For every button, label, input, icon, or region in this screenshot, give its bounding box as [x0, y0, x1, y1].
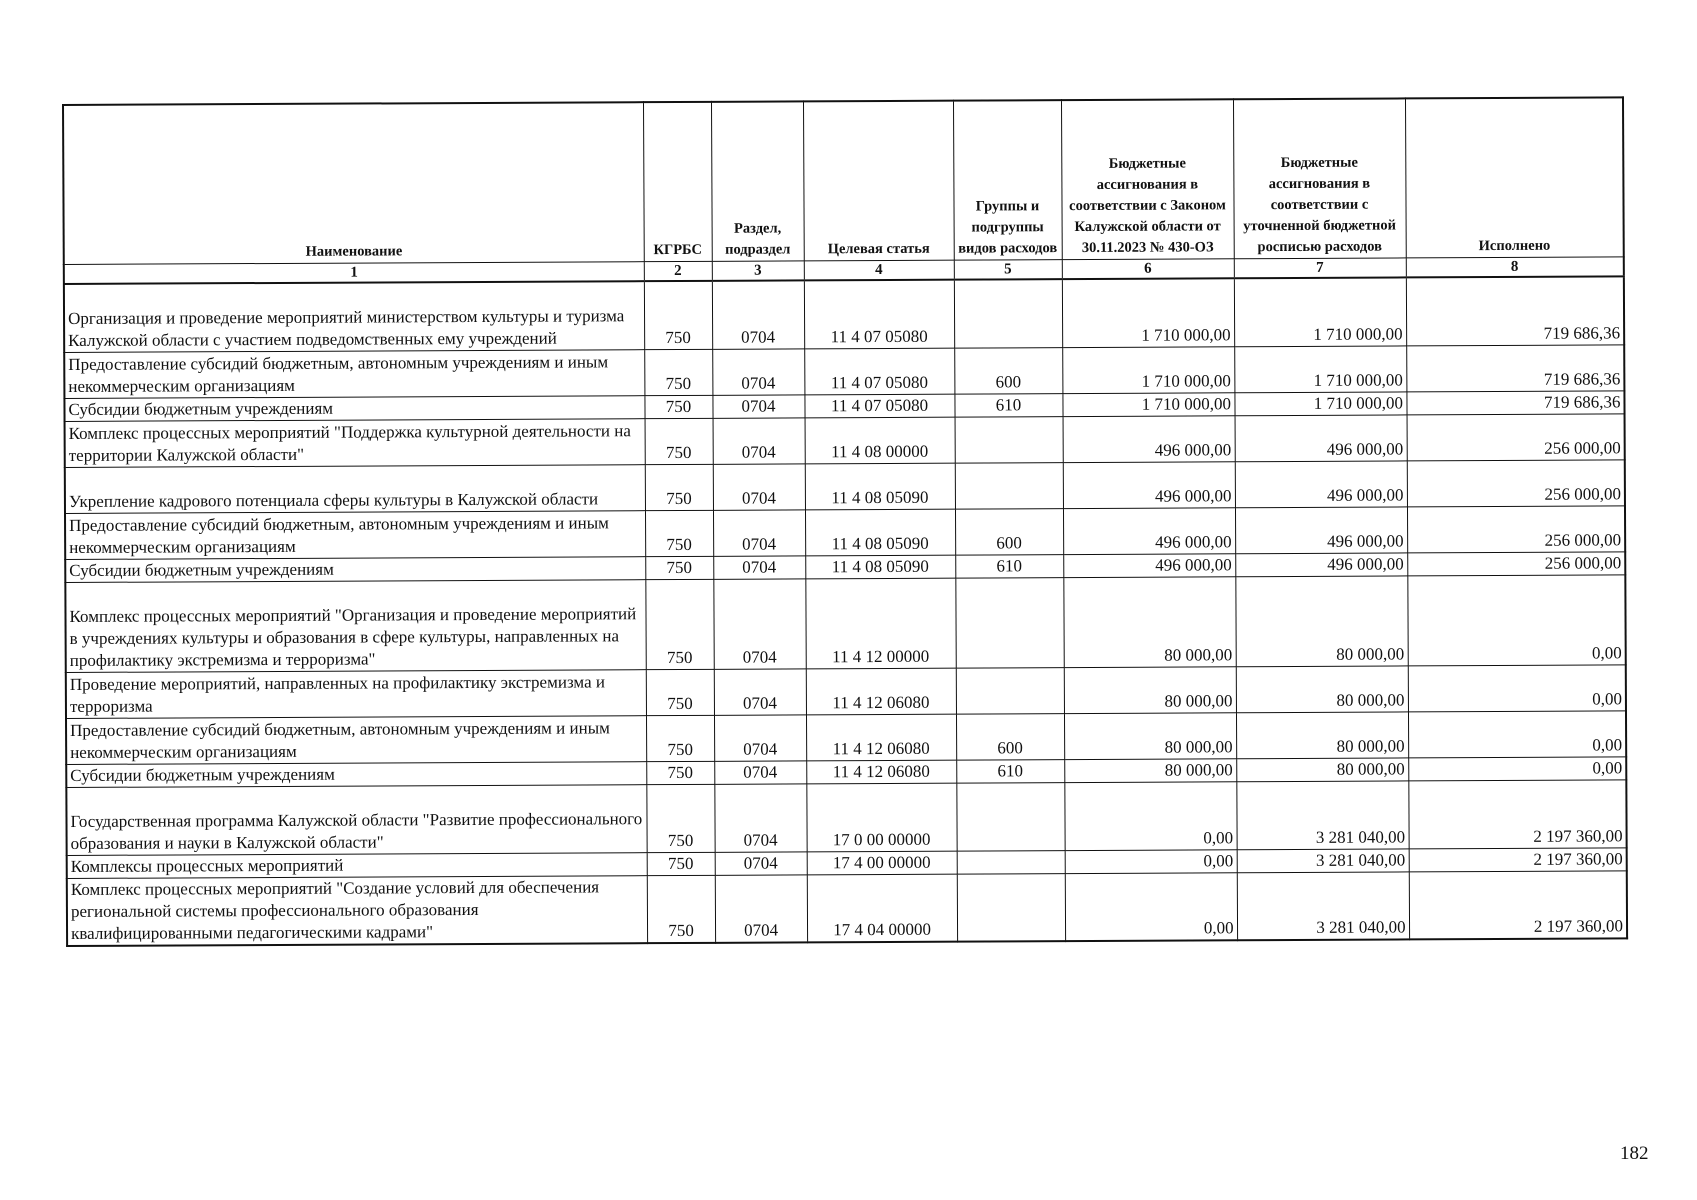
row-plan-amount: 1 710 000,00: [1234, 345, 1406, 392]
row-razdel: 0704: [713, 578, 805, 668]
row-kgrbs: 750: [646, 761, 714, 784]
row-target-article: 11 4 07 05080: [804, 394, 954, 418]
row-plan-amount: 80 000,00: [1236, 757, 1408, 781]
row-plan-amount: 80 000,00: [1235, 575, 1407, 666]
row-plan-amount: 1 710 000,00: [1234, 391, 1406, 415]
row-target-article: 11 4 07 05080: [804, 280, 954, 349]
row-expense-group: 610: [955, 554, 1063, 578]
column-number: 5: [954, 260, 1062, 280]
row-plan-amount: 496 000,00: [1235, 460, 1407, 507]
row-kgrbs: 750: [646, 715, 714, 761]
row-plan-amount: 1 710 000,00: [1234, 277, 1406, 346]
row-razdel: 0704: [713, 509, 805, 555]
row-executed-amount: 0,00: [1408, 756, 1626, 780]
row-executed-amount: 2 197 360,00: [1409, 847, 1627, 871]
row-target-article: 11 4 08 05090: [805, 463, 955, 510]
row-expense-group: [957, 850, 1065, 874]
row-name: Государственная программа Калужской области "Развитие профессионального образования и науки в Калужской области": [66, 784, 646, 855]
row-kgrbs: 750: [645, 464, 713, 510]
row-target-article: 11 4 12 06080: [806, 760, 956, 784]
row-razdel: 0704: [714, 783, 806, 851]
budget-table: [62, 96, 1628, 947]
row-razdel: 0704: [714, 760, 806, 783]
table-row: [65, 574, 1625, 672]
row-law-amount: 1 710 000,00: [1062, 392, 1234, 416]
row-name: Организация и проведение мероприятий министерством культуры и туризма Калужской области с участием подведомственных ему учреждений: [64, 281, 644, 352]
row-kgrbs: 750: [647, 852, 715, 875]
row-kgrbs: 750: [646, 784, 714, 852]
row-razdel: 0704: [712, 348, 804, 394]
row-law-amount: 0,00: [1064, 781, 1236, 850]
row-name: Субсидии бюджетным учреждениям: [66, 761, 646, 787]
header-kgrbs: КГРБС: [643, 102, 712, 262]
header-razdel: Раздел, подраздел: [711, 101, 804, 261]
header-executed: Исполнено: [1405, 97, 1624, 258]
table-row: [65, 459, 1625, 513]
column-number: 4: [804, 260, 954, 280]
row-target-article: 11 4 12 06080: [806, 714, 956, 761]
row-plan-amount: 80 000,00: [1236, 711, 1408, 758]
table-row: [65, 413, 1625, 467]
row-law-amount: 80 000,00: [1064, 712, 1236, 759]
row-name: Комплекс процессных мероприятий "Организация и проведение мероприятий в учреждениях культуры и образования в сфере культуры, направленных на профилактику экстремизма и терроризма": [65, 579, 645, 672]
table-row: [66, 664, 1626, 718]
row-name: Предоставление субсидий бюджетным, автономным учреждениям и иным некоммерческим организациям: [65, 510, 645, 559]
row-law-amount: 80 000,00: [1064, 758, 1236, 782]
row-kgrbs: 750: [644, 349, 712, 395]
row-expense-group: 610: [956, 759, 1064, 783]
column-number: 2: [644, 261, 712, 281]
row-executed-amount: 256 000,00: [1407, 413, 1625, 460]
table-row: [64, 344, 1624, 398]
row-expense-group: [957, 873, 1065, 942]
row-razdel: 0704: [712, 280, 804, 348]
row-executed-amount: 719 686,36: [1406, 390, 1624, 414]
row-expense-group: 600: [954, 347, 1062, 394]
table-body: [64, 276, 1627, 946]
header-target-article: Целевая статья: [803, 101, 954, 261]
row-executed-amount: 0,00: [1408, 664, 1626, 711]
row-kgrbs: 750: [645, 418, 713, 464]
row-law-amount: 0,00: [1065, 872, 1237, 941]
row-executed-amount: 719 686,36: [1406, 276, 1624, 345]
row-razdel: 0704: [715, 851, 807, 874]
row-law-amount: 1 710 000,00: [1062, 346, 1234, 393]
column-number: 3: [712, 261, 804, 281]
row-expense-group: [955, 462, 1063, 509]
row-kgrbs: 750: [646, 669, 714, 715]
row-target-article: 11 4 07 05080: [804, 348, 954, 395]
row-target-article: 11 4 08 05090: [805, 555, 955, 579]
row-expense-group: [955, 416, 1063, 463]
row-name: Комплекс процессных мероприятий "Создание условий для обеспечения региональной системы профессионального образования квалифицированными педагогическими кадрами": [67, 875, 647, 946]
row-razdel: 0704: [714, 668, 806, 714]
row-expense-group: 600: [955, 508, 1063, 555]
column-number: 1: [64, 262, 644, 284]
table-row: [65, 505, 1625, 559]
row-law-amount: 0,00: [1065, 849, 1237, 873]
row-law-amount: 496 000,00: [1063, 507, 1235, 554]
row-name: Укрепление кадрового потенциала сферы культуры в Калужской области: [65, 464, 645, 513]
row-name: Проведение мероприятий, направленных на профилактику экстремизма и терроризма: [66, 669, 646, 718]
header-law-allocations: Бюджетные ассигнования в соответствии с Законом Калужской области от 30.11.2023 № 430-ОЗ: [1061, 99, 1234, 259]
row-kgrbs: 750: [645, 579, 713, 669]
row-executed-amount: 719 686,36: [1406, 344, 1624, 391]
row-razdel: 0704: [712, 394, 804, 417]
row-executed-amount: 256 000,00: [1407, 459, 1625, 506]
row-name: Предоставление субсидий бюджетным, автономным учреждениям и иным некоммерческим организациям: [64, 349, 644, 398]
row-expense-group: [954, 279, 1062, 348]
row-target-article: 11 4 12 06080: [806, 668, 956, 715]
row-plan-amount: 3 281 040,00: [1237, 848, 1409, 872]
table-row: [66, 710, 1626, 764]
row-plan-amount: 3 281 040,00: [1237, 871, 1409, 940]
table-row: [64, 276, 1624, 352]
row-executed-amount: 256 000,00: [1407, 505, 1625, 552]
row-expense-group: [956, 667, 1064, 714]
row-executed-amount: 256 000,00: [1407, 551, 1625, 575]
row-name: Субсидии бюджетным учреждениям: [64, 395, 644, 421]
row-name: Комплекс процессных мероприятий "Поддержка культурной деятельности на территории Калужской области": [65, 418, 645, 467]
row-razdel: 0704: [714, 714, 806, 760]
row-law-amount: 496 000,00: [1063, 553, 1235, 577]
header-row: [63, 97, 1624, 264]
row-plan-amount: 80 000,00: [1236, 665, 1408, 712]
row-target-article: 11 4 08 05090: [805, 509, 955, 556]
column-number: 8: [1406, 257, 1624, 278]
row-name: Комплексы процессных мероприятий: [67, 852, 647, 878]
row-kgrbs: 750: [645, 510, 713, 556]
header-expense-groups: Группы и подгруппы видов расходов: [953, 100, 1062, 260]
header-plan-allocations: Бюджетные ассигнования в соответствии с уточненной бюджетной росписью расходов: [1233, 98, 1406, 258]
row-target-article: 17 4 00 00000: [807, 851, 957, 875]
column-number: 7: [1234, 258, 1406, 278]
row-plan-amount: 496 000,00: [1235, 414, 1407, 461]
row-razdel: 0704: [713, 417, 805, 463]
row-plan-amount: 496 000,00: [1235, 552, 1407, 576]
row-target-article: 17 4 04 00000: [807, 874, 957, 943]
row-target-article: 11 4 08 00000: [805, 417, 955, 464]
row-kgrbs: 750: [645, 556, 713, 579]
row-expense-group: 600: [956, 713, 1064, 760]
row-law-amount: 1 710 000,00: [1062, 278, 1234, 347]
row-law-amount: 496 000,00: [1063, 415, 1235, 462]
document-page: [62, 96, 1626, 947]
row-law-amount: 80 000,00: [1064, 666, 1236, 713]
row-razdel: 0704: [715, 874, 807, 942]
row-target-article: 17 0 00 00000: [806, 783, 956, 852]
row-plan-amount: 3 281 040,00: [1236, 780, 1408, 849]
header-name: Наименование: [63, 102, 644, 264]
row-plan-amount: 496 000,00: [1235, 506, 1407, 553]
row-razdel: 0704: [713, 463, 805, 509]
row-executed-amount: 2 197 360,00: [1409, 870, 1627, 939]
row-expense-group: [955, 577, 1063, 668]
row-executed-amount: 0,00: [1408, 710, 1626, 757]
row-law-amount: 496 000,00: [1063, 461, 1235, 508]
row-kgrbs: 750: [647, 875, 715, 943]
row-expense-group: [956, 782, 1064, 851]
row-executed-amount: 0,00: [1407, 574, 1625, 665]
row-expense-group: 610: [954, 393, 1062, 417]
row-executed-amount: 2 197 360,00: [1408, 779, 1626, 848]
row-law-amount: 80 000,00: [1063, 576, 1235, 667]
row-kgrbs: 750: [644, 281, 712, 349]
column-number: 6: [1062, 259, 1234, 279]
row-razdel: 0704: [713, 555, 805, 578]
row-target-article: 11 4 12 00000: [805, 578, 955, 669]
table-row: [67, 870, 1627, 946]
row-name: Субсидии бюджетным учреждениям: [65, 556, 645, 582]
page-number: 182: [1620, 1143, 1649, 1164]
row-kgrbs: 750: [644, 395, 712, 418]
table-row: [66, 779, 1626, 855]
row-name: Предоставление субсидий бюджетным, автономным учреждениям и иным некоммерческим организациям: [66, 715, 646, 764]
